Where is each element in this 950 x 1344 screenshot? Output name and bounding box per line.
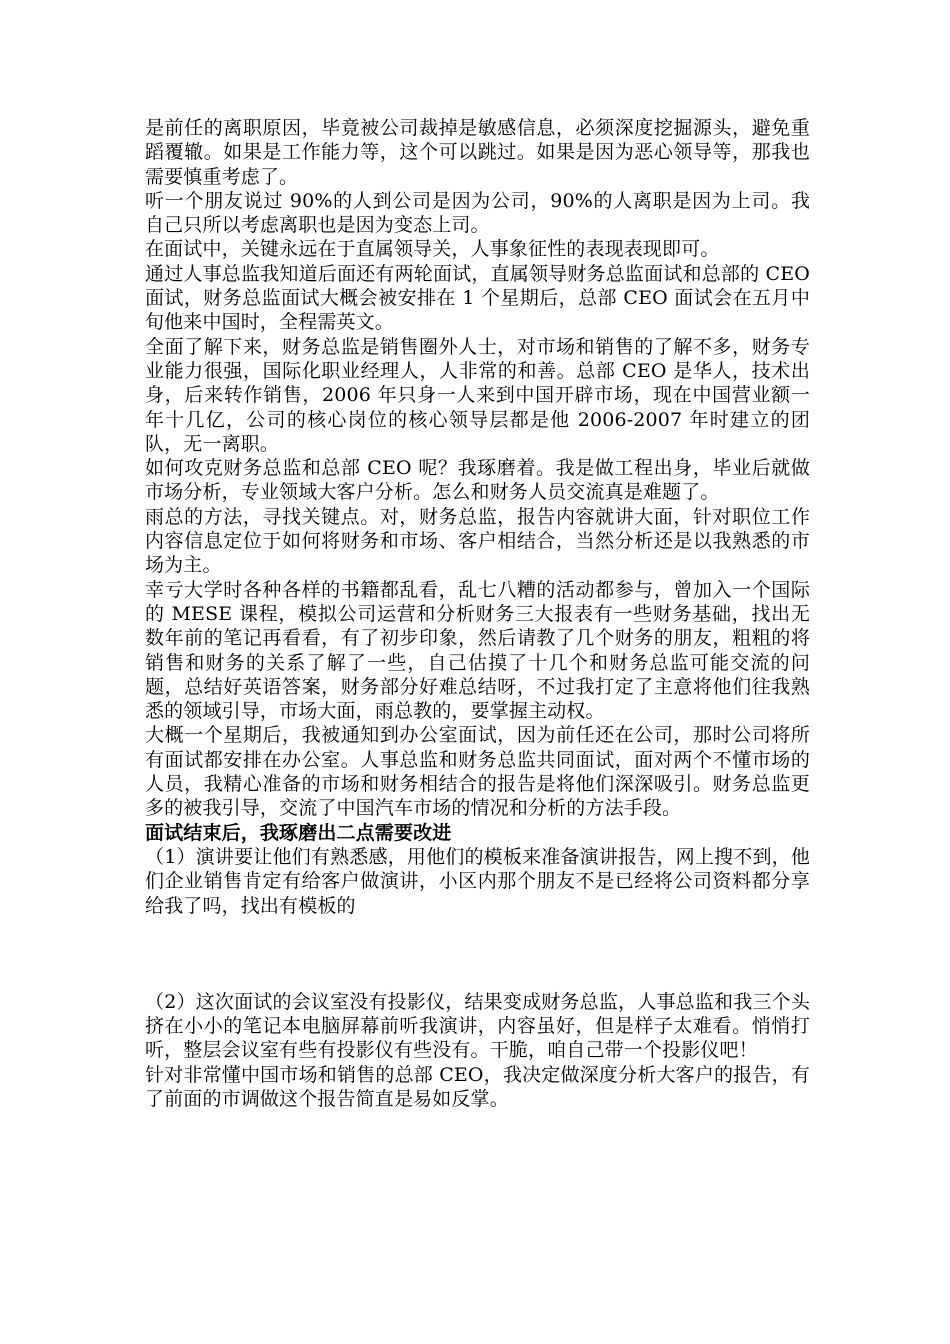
- paragraph-method: 雨总的方法，寻找关键点。对，财务总监，报告内容就讲大面，针对职位工作内容信息定位于如何将财务和市场、客户相结合，当然分析还是以我熟悉的市场为主。: [145, 505, 810, 577]
- blank-space: [145, 918, 810, 990]
- paragraph-office-interview: 大概一个星期后，我被通知到办公室面试，因为前任还在公司，那时公司将所有面试都安排在办公室。人事总监和财务总监共同面试，面对两个不懂市场的人员，我精心准备的市场和财务相结合的报告是将他们深深吸引。财务总监更多的被我引导，交流了中国汽车市场的情况和分析的方法手段。: [145, 724, 810, 820]
- paragraph-departure-reason: 是前任的离职原因，毕竟被公司裁掉是敏感信息，必须深度挖掘源头，避免重蹈覆辙。如果是工作能力等，这个可以跳过。如果是因为恶心领导等，那我也需要慎重考虑了。: [145, 117, 810, 188]
- improvement-item-2: （2）这次面试的会议室没有投影仪，结果变成财务总监，人事总监和我三个头挤在小小的笔记本电脑屏幕前听我演讲，内容虽好，但是样子太难看。悄悄打听，整层会议室有些有投影仪有些没有。干脆，咱自己带一个投影仪吧！: [145, 990, 810, 1062]
- document-body: [145, 116, 810, 1111]
- paragraph-preparation: 幸亏大学时各种各样的书籍都乱看，乱七八糟的活动都参与，曾加入一个国际的 MESE 课程，模拟公司运营和分析财务三大报表有一些财务基础，找出无数年前的笔记再看看，有了初步印象，然后请教了几个财务的朋友，粗粗的将销售和财务的关系了解了一些，自己估摸了十几个和财务总监可能交流的问题，总结好英语答案，财务部分好难总结呀，不过我打定了主意将他们往我熟悉的领域引导，市场大面，雨总教的，要掌握主动权。: [145, 578, 810, 723]
- paragraph-friend-quote: 听一个朋友说过 90%的人到公司是因为公司，90%的人离职是因为上司。我自己只所以考虑离职也是因为变态上司。: [145, 189, 810, 237]
- paragraph-key-point: 在面试中，关键永远在于直属领导关，人事象征性的表现表现即可。: [145, 238, 720, 261]
- paragraph-background: 全面了解下来，财务总监是销售圈外人士，对市场和销售的了解不多，财务专业能力很强，国际化职业经理人，人非常的和善。总部 CEO 是华人，技术出身，后来转作销售，2006 年只身一人来到中国开辟市场，现在中国营业额一年十几亿，公司的核心岗位的核心领导层都是他 2006-2007 年时建立的团队，无一离职。: [145, 335, 810, 455]
- paragraph-closing: 针对非常懂中国市场和销售的总部 CEO，我决定做深度分析大客户的报告，有了前面的市调做这个报告简直是易如反掌。: [145, 1063, 810, 1110]
- section-heading: 面试结束后，我琢磨出二点需要改进: [145, 821, 452, 844]
- paragraph-strategy-question: 如何攻克财务总监和总部 CEO 呢？我琢磨着。我是做工程出身，毕业后就做市场分析，专业领域大客户分析。怎么和财务人员交流真是难题了。: [145, 457, 810, 504]
- improvement-item-1: （1）演讲要让他们有熟悉感，用他们的模板来准备演讲报告，网上搜不到，他们企业销售肯定有给客户做演讲，小区内那个朋友不是已经将公司资料都分享给我了吗，找出有模板的: [145, 845, 810, 917]
- paragraph-interview-rounds: 通过人事总监我知道后面还有两轮面试，直属领导财务总监面试和总部的 CEO 面试，财务总监面试大概会被安排在 1 个星期后，总部 CEO 面试会在五月中旬他来中国时，全程需英文。: [145, 262, 810, 334]
